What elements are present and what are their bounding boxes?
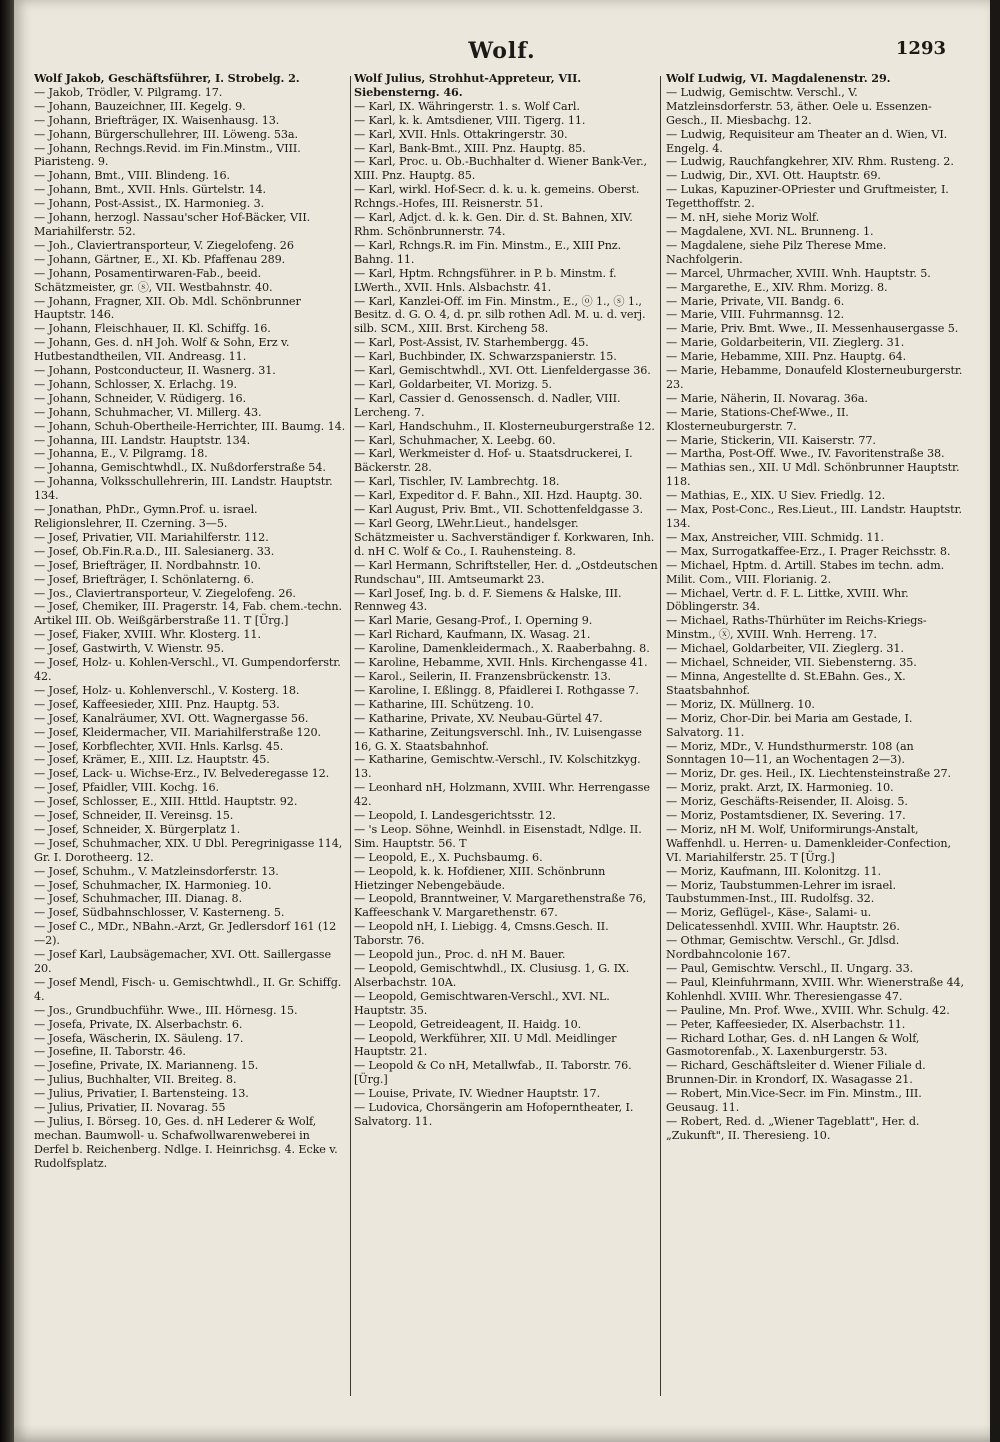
directory-entry: — Ludwig, Dir., XVI. Ott. Hauptstr. 69.: [666, 169, 881, 183]
directory-entry: — Joh., Claviertransporteur, V. Ziegelofeng. 26: [34, 238, 294, 252]
directory-entry: — Josef, Holz- u. Kohlenverschl., V. Kosterg. 18.: [34, 683, 300, 697]
directory-entry: — Julius, I. Börseg. 10, Ges. d. nH Lederer & Wolf, mechan. Baumwoll- u. Schafwollwarenweberei in Derfel b. Reichenberg. Ndlge. I. Heinrichsg. 4. Ecke v. Rudolfsplatz.: [34, 1114, 338, 1170]
directory-entry: — Karoline, Damenkleidermach., X. Raaberbahng. 8.: [354, 642, 650, 656]
column-2: [354, 72, 658, 1402]
directory-entry: — Martha, Post-Off. Wwe., IV. Favoritenstraße 38.: [666, 447, 945, 461]
directory-entry: — Josef, Korbflechter, XVII. Hnls. Karlsg. 45.: [34, 739, 284, 753]
directory-entry: — Leopold, I. Landesgerichtsstr. 12.: [354, 809, 556, 823]
directory-entry: — Karl Marie, Gesang-Prof., I. Operning 9.: [354, 614, 593, 628]
directory-entry: — Marie, Hebamme, Donaufeld Klosterneuburgerstr. 23.: [666, 364, 963, 391]
directory-entry: — Johanna, III. Landstr. Hauptstr. 134.: [34, 433, 251, 447]
directory-entry: — Marie, Näherin, II. Novarag. 36a.: [666, 391, 868, 405]
directory-entry: — Karl, IX. Währingerstr. 1. s. Wolf Carl.: [354, 99, 580, 113]
directory-entry: — Paul, Gemischtw. Verschl., II. Ungarg. 33.: [666, 962, 914, 975]
directory-entry: — M. nH, siehe Moriz Wolf.: [666, 211, 820, 225]
directory-entry: — Magdalene, siehe Pilz Therese Mme. Nachfolgerin.: [666, 238, 887, 266]
directory-entry: — Mathias sen., XII. U Mdl. Schönbrunner Hauptstr. 118.: [666, 461, 960, 489]
directory-entry: — Lukas, Kapuziner-OPriester und Gruftmeister, I. Tegetthoffstr. 2.: [666, 183, 949, 211]
directory-entry: — Josef, Kanalräumer, XVI. Ott. Wagnergasse 56.: [34, 711, 309, 725]
directory-entry: — Richard, Geschäftsleiter d. Wiener Filiale d. Brunnen-Dir. in Krondorf, IX. Wasagasse 21.: [666, 1059, 926, 1087]
directory-entry: — Josefa, Private, IX. Alserbachstr. 6.: [34, 1017, 243, 1031]
directory-entry: — Johann, Schneider, V. Rüdigerg. 16.: [34, 391, 247, 405]
directory-entry: — Moriz, nH M. Wolf, Uniformirungs-Anstalt, Waffenhdl. u. Herren- u. Damenkleider-Confection, VI. Mariahilferstr. 25. T [Ürg.]: [666, 822, 951, 864]
directory-entry: — Katharine, Private, XV. Neubau-Gürtel 47.: [354, 711, 603, 725]
directory-entry: — Jos., Claviertransporteur, V. Ziegelofeng. 26.: [34, 586, 296, 600]
directory-entry: — Johann, Bmt., XVII. Hnls. Gürtelstr. 14.: [34, 183, 266, 197]
directory-entry: — Karl, Cassier d. Genossensch. d. Nadler, VIII. Lercheng. 7.: [354, 391, 621, 419]
directory-entry: — Leopold, Gemischtwaren-Verschl., XVI. NL. Hauptstr. 35.: [354, 989, 610, 1017]
directory-entry: — Karl, Expeditor d. F. Bahn., XII. Hzd. Hauptg. 30.: [354, 489, 643, 503]
directory-entry: — Margarethe, E., XIV. Rhm. Morizg. 8.: [666, 280, 888, 294]
directory-entry: — Leopold, Getreideagent, II. Haidg. 10.: [354, 1017, 582, 1031]
directory-entry: — Othmar, Gemischtw. Verschl., Gr. Jdlsd. Nordbahncolonie 167.: [666, 934, 900, 962]
directory-entry: — Karl, Tischler, IV. Lambrechtg. 18.: [354, 475, 560, 489]
directory-entry: — Jonathan, PhDr., Gymn.Prof. u. israel. Religionslehrer, II. Czerning. 3—5.: [34, 503, 258, 530]
directory-entry: — Julius, Privatier, I. Bartensteing. 13.: [34, 1087, 249, 1101]
directory-entry: — Johann, Fragner, XII. Ob. Mdl. Schönbrunner Hauptstr. 146.: [34, 294, 301, 322]
directory-entry: — Josef, Holz- u. Kohlen-Verschl., VI. Gumpendorferstr. 42.: [34, 656, 341, 683]
directory-entry: — Karoline, I. Eßlingg. 8, Pfaidlerei I. Rothgasse 7.: [354, 683, 639, 697]
directory-entry: — Josefa, Wäscherin, IX. Säuleng. 17.: [34, 1031, 244, 1045]
directory-entry: — Josef, Chemiker, III. Pragerstr. 14, Fab. chem.-techn. Artikel III. Ob. Weißgärberstraße 11. T [Ürg.]: [34, 600, 342, 628]
directory-entry: — Jakob, Trödler, V. Pilgramg. 17.: [34, 85, 223, 99]
directory-entry: — Robert, Red. d. „Wiener Tageblatt", Her. d. „Zukunft", II. Theresieng. 10.: [666, 1114, 920, 1142]
directory-entry: — Karoline, Hebamme, XVII. Hnls. Kirchengasse 41.: [354, 656, 648, 670]
directory-entry: — Johanna, Volksschullehrerin, III. Landstr. Hauptstr. 134.: [34, 475, 333, 503]
directory-entry: — Max, Post-Conc., Res.Lieut., III. Landstr. Hauptstr. 134.: [666, 503, 962, 530]
directory-entry: — Josef, Schuhmacher, XIX. U Dbl. Peregrinigasse 114, Gr. I. Dorotheerg. 12.: [34, 836, 343, 864]
directory-entry: — Josef, Schneider, X. Bürgerplatz 1.: [34, 822, 241, 836]
directory-entry: — Marie, Private, VII. Bandg. 6.: [666, 294, 845, 308]
directory-entry: — Josef, Lack- u. Wichse-Erz., IV. Belvederegasse 12.: [34, 767, 330, 781]
directory-entry: — Michael, Schneider, VII. Siebensterng. 35.: [666, 656, 917, 670]
directory-entry: — Josefine, II. Taborstr. 46.: [34, 1045, 186, 1059]
directory-entry: — Moriz, IX. Müllnerg. 10.: [666, 697, 815, 711]
directory-entry: — Marie, Hebamme, XIII. Pnz. Hauptg. 64.: [666, 350, 907, 364]
directory-entry: — Moriz, Taubstummen-Lehrer im israel. Taubstummen-Inst., III. Rudolfsg. 32.: [666, 878, 896, 906]
directory-entry: — Johann, herzogl. Nassau'scher Hof-Bäcker, VII. Mariahilferstr. 52.: [34, 211, 311, 238]
directory-entry: — Marie, VIII. Fuhrmannsg. 12.: [666, 308, 844, 322]
directory-entry: — Josef, Schuhmacher, IX. Harmonieg. 10.: [34, 878, 272, 892]
directory-entry: — Karl, Proc. u. Ob.-Buchhalter d. Wiener Bank-Ver., XIII. Pnz. Hauptg. 85.: [354, 155, 648, 183]
directory-entry: — Mathias, E., XIX. U Siev. Friedlg. 12.: [666, 489, 886, 503]
directory-entry: — Johann, Rechngs.Revid. im Fin.Minstm., VIII. Piaristeng. 9.: [34, 141, 301, 169]
directory-entry: Wolf Ludwig, VI. Magdalenenstr. 29.: [666, 72, 891, 85]
directory-entry: — Karl, Buchbinder, IX. Schwarzspanierstr. 15.: [354, 350, 617, 364]
directory-entry: — Karl, Handschuhm., II. Klosterneuburgerstraße 12.: [354, 419, 655, 433]
directory-entry: — Josef Karl, Laubsägemacher, XVI. Ott. Saillergasse 20.: [34, 948, 331, 975]
directory-entry: — Josef, Schneider, II. Vereinsg. 15.: [34, 809, 234, 823]
directory-entry: — Josef, Krämer, E., XIII. Lz. Hauptstr. 45.: [34, 753, 270, 767]
directory-entry: — Katharine, Gemischtw.-Verschl., IV. Kolschitzkyg. 13.: [354, 753, 641, 781]
directory-entry: — Josef, Briefträger, I. Schönlaterng. 6.: [34, 572, 254, 586]
directory-entry: — Johanna, Gemischtwhdl., IX. Nußdorferstraße 54.: [34, 461, 326, 475]
directory-entry: — Leopold, Gemischtwhdl., IX. Clusiusg. 1, G. IX. Alserbachstr. 10A.: [354, 962, 630, 989]
directory-entry: — Karl Josef, Ing. b. d. F. Siemens & Halske, III. Rennweg 43.: [354, 586, 622, 614]
directory-entry: — Johanna, E., V. Pilgramg. 18.: [34, 447, 208, 461]
directory-entry: — Johann, Bürgerschullehrer, III. Löweng. 53a.: [34, 127, 298, 141]
directory-entry: — Josef, Pfaidler, VIII. Kochg. 16.: [34, 781, 219, 795]
directory-entry: — Magdalene, XVI. NL. Brunneng. 1.: [666, 224, 874, 238]
directory-entry: — Karl, Post-Assist, IV. Starhembergg. 45.: [354, 336, 589, 350]
directory-entry: — Jos., Grundbuchführ. Wwe., III. Hörnesg. 15.: [34, 1003, 298, 1017]
directory-entry: — Moriz, Kaufmann, III. Kolonitzg. 11.: [666, 864, 881, 878]
directory-entry: — Johann, Schlosser, X. Erlachg. 19.: [34, 377, 237, 391]
directory-entry: — Marie, Stickerin, VII. Kaiserstr. 77.: [666, 433, 876, 447]
directory-entry: — Johann, Posamentirwaren-Fab., beeid. Schätzmeister, gr. ⓢ, VII. Westbahnstr. 40.: [34, 266, 273, 294]
directory-entry: — Julius, Privatier, II. Novarag. 55: [34, 1101, 226, 1115]
directory-entry: — Johann, Bmt., VIII. Blindeng. 16.: [34, 169, 230, 183]
directory-entry: — Max, Surrogatkaffee-Erz., I. Prager Reichsstr. 8.: [666, 544, 951, 558]
directory-entry: Wolf Julius, Strohhut-Appreteur, VII. Siebensterng. 46.: [354, 72, 582, 99]
directory-entry: — Karl, Rchngs.R. im Fin. Minstm., E., XIII Pnz. Bahng. 11.: [354, 238, 622, 266]
directory-entry: — Karl, k. k. Amtsdiener, VIII. Tigerg. 11.: [354, 113, 586, 127]
directory-entry: — Moriz, prakt. Arzt, IX. Harmonieg. 10.: [666, 781, 894, 795]
directory-entry: — Josefine, Private, IX. Marianneng. 15.: [34, 1059, 259, 1073]
directory-entry: — Karl, Adjct. d. k. k. Gen. Dir. d. St. Bahnen, XIV. Rhm. Schönbrunnerstr. 74.: [354, 211, 633, 238]
directory-entry: — Josef, Ob.Fin.R.a.D., III. Salesianerg. 33.: [34, 544, 275, 558]
directory-entry: — Karl, XVII. Hnls. Ottakringerstr. 30.: [354, 127, 568, 141]
directory-entry: — Robert, Min.Vice-Secr. im Fin. Minstm., III. Geusaug. 11.: [666, 1087, 922, 1115]
directory-entry: — Karl, Werkmeister d. Hof- u. Staatsdruckerei, I. Bäckerstr. 28.: [354, 447, 633, 475]
directory-entry: — Julius, Buchhalter, VII. Breiteg. 8.: [34, 1073, 237, 1087]
directory-entry: — Johann, Ges. d. nH Joh. Wolf & Sohn, Erz v. Hutbestandtheilen, VII. Andreasg. 11.: [34, 336, 290, 364]
directory-entry: — Leopold & Co nH, Metallwfab., II. Taborstr. 76. [Ürg.]: [354, 1059, 632, 1087]
directory-entry: — Josef, Südbahnschlosser, V. Kasterneng. 5.: [34, 906, 285, 920]
directory-entry: — Josef, Gastwirth, V. Wienstr. 95.: [34, 642, 225, 656]
page-number: 1293: [895, 38, 946, 59]
directory-entry: — Michael, Goldarbeiter, VII. Zieglerg. 31.: [666, 642, 904, 656]
directory-entry: — Michael, Vertr. d. F. L. Littke, XVIII. Whr. Döblingerstr. 34.: [666, 586, 909, 614]
directory-entry: — Karl Richard, Kaufmann, IX. Wasag. 21.: [354, 628, 591, 642]
directory-entry: — Josef C., MDr., NBahn.-Arzt, Gr. Jedlersdorf 161 (12—2).: [34, 920, 337, 948]
directory-entry: — Marcel, Uhrmacher, XVIII. Wnh. Hauptstr. 5.: [666, 266, 931, 280]
directory-entry: — Johann, Schuhmacher, VI. Millerg. 43.: [34, 405, 262, 419]
directory-entry: — Josef, Schlosser, E., XIII. Httld. Hauptstr. 92.: [34, 795, 298, 809]
directory-entry: — Ludovica, Chorsängerin am Hofoperntheater, I. Salvatorg. 11.: [354, 1101, 634, 1128]
directory-entry: — Leopold jun., Proc. d. nH M. Bauer.: [354, 948, 566, 962]
directory-entry: — Karl, Hptm. Rchngsführer. in P. b. Minstm. f. LWerth., XVII. Hnls. Alsbachstr. 41.: [354, 266, 617, 294]
directory-entry: — Moriz, Geflügel-, Käse-, Salami- u. Delicatessenhdl. XVIII. Whr. Hauptstr. 26.: [666, 906, 900, 934]
column-1: [34, 72, 346, 1402]
directory-entry: — Karl August, Priv. Bmt., VII. Schottenfeldgasse 3.: [354, 503, 643, 517]
directory-entry: — Moriz, MDr., V. Hundsthurmerstr. 108 (an Sonntagen 10—11, an Wochentagen 2—3).: [666, 739, 914, 767]
page-title: Wolf.: [468, 38, 536, 64]
directory-entry: — Josef, Kaffeesieder, XIII. Pnz. Hauptg. 53.: [34, 697, 280, 711]
directory-entry: — Josef, Schuhmacher, III. Dianag. 8.: [34, 892, 243, 906]
scan-edge: [0, 0, 14, 1442]
directory-entry: — Karol., Seilerin, II. Franzensbrückenstr. 13.: [354, 669, 611, 683]
directory-entry: — Johann, Fleischhauer, II. Kl. Schiffg. 16.: [34, 322, 271, 336]
directory-entry: — Leopold, k. k. Hofdiener, XIII. Schönbrunn Hietzinger Nebengebäude.: [354, 864, 606, 892]
directory-entry: — Minna, Angestellte d. St.EBahn. Ges., X. Staatsbahnhof.: [666, 669, 906, 697]
directory-entry: — Leopold, Branntweiner, V. Margarethenstraße 76, Kaffeeschank V. Margarethenstr. 67.: [354, 892, 647, 920]
directory-entry: — Leonhard nH, Holzmann, XVIII. Whr. Herrengasse 42.: [354, 781, 650, 809]
directory-entry: — Marie, Priv. Bmt. Wwe., II. Messenhausergasse 5.: [666, 322, 959, 336]
directory-entry: — Pauline, Mn. Prof. Wwe., XVIII. Whr. Schulg. 42.: [666, 1003, 950, 1017]
directory-entry: — Johann, Briefträger, IX. Waisenhausg. 13.: [34, 113, 280, 127]
directory-entry: — Paul, Kleinfuhrmann, XVIII. Whr. Wienerstraße 44, Kohlenhdl. XVIII. Whr. Theresiengasse 47.: [666, 975, 964, 1003]
directory-page: [14, 0, 990, 1442]
directory-entry: — Marie, Goldarbeiterin, VII. Zieglerg. 31.: [666, 336, 905, 350]
directory-entry: — Karl, Kanzlei-Off. im Fin. Minstm., E., ⓞ 1., ⓢ 1., Besitz. d. G. O. 4, d. pr. silb rothen Adl. M. u. d. verj. silb. SCM., XIII. Brst. Kircheng 58.: [354, 294, 646, 336]
directory-entry: — Katharine, III. Schützeng. 10.: [354, 697, 534, 711]
directory-entry: — Johann, Postconducteur, II. Wasnerg. 31.: [34, 364, 276, 378]
directory-entry: — Peter, Kaffeesieder, IX. Alserbachstr. 11.: [666, 1017, 906, 1031]
directory-entry: — Moriz, Dr. ges. Heil., IX. Liechtensteinstraße 27.: [666, 767, 951, 781]
directory-entry: — Josef, Kleidermacher, VII. Mariahilferstraße 120.: [34, 725, 321, 739]
directory-entry: — Karl, Goldarbeiter, VI. Morizg. 5.: [354, 377, 552, 391]
directory-entry: — Johann, Bauzeichner, III. Kegelg. 9.: [34, 99, 246, 113]
directory-entry: — Leopold, Werkführer, XII. U Mdl. Meidlinger Hauptstr. 21.: [354, 1031, 617, 1059]
directory-entry: — Karl, wirkl. Hof-Secr. d. k. u. k. gemeins. Oberst. Rchngs.-Hofes, III. Reisnerstr. 51.: [354, 183, 640, 211]
directory-entry: — 's Leop. Söhne, Weinhdl. in Eisenstadt, Ndlge. II. Sim. Hauptstr. 56. T: [354, 822, 642, 850]
columns: [34, 72, 964, 1402]
directory-entry: — Michael, Hptm. d. Artill. Stabes im techn. adm. Milit. Com., VIII. Florianig. 2.: [666, 558, 945, 586]
directory-entry: — Karl, Gemischtwhdl., XVI. Ott. Lienfeldergasse 36.: [354, 364, 651, 378]
directory-entry: — Josef Mendl, Fisch- u. Gemischtwhdl., II. Gr. Schiffg. 4.: [34, 975, 342, 1003]
directory-entry: — Johann, Schuh-Obertheile-Herrichter, III. Baumg. 14.: [34, 419, 346, 433]
directory-entry: — Karl, Schuhmacher, X. Leebg. 60.: [354, 433, 556, 447]
column-3: [666, 72, 964, 1402]
directory-entry: — Josef, Privatier, VII. Mariahilferstr. 112.: [34, 530, 269, 544]
directory-entry: — Katharine, Zeitungsverschl. Inh., IV. Luisengasse 16, G. X. Staatsbahnhof.: [354, 725, 642, 753]
directory-entry: — Josef, Fiaker, XVIII. Whr. Klosterg. 11.: [34, 628, 261, 642]
directory-entry: — Johann, Gärtner, E., XI. Kb. Pfaffenau 289.: [34, 252, 286, 266]
directory-entry: — Moriz, Chor-Dir. bei Maria am Gestade, I. Salvatorg. 11.: [666, 711, 913, 739]
directory-entry: — Johann, Post-Assist., IX. Harmonieg. 3.: [34, 197, 265, 211]
directory-entry: — Karl Georg, LWehr.Lieut., handelsger. Schätzmeister u. Sachverständiger f. Korkwaren, Inh. d. nH C. Wolf & Co., I. Rauhensteing. 8.: [354, 517, 655, 558]
page-header: [14, 38, 990, 68]
directory-entry: — Karl, Bank-Bmt., XIII. Pnz. Hauptg. 85.: [354, 141, 586, 155]
directory-entry: — Moriz, Geschäfts-Reisender, II. Aloisg. 5.: [666, 795, 908, 809]
directory-entry: Wolf Jakob, Geschäftsführer, I. Strobelg. 2.: [34, 72, 300, 85]
directory-entry: — Ludwig, Requisiteur am Theater an d. Wien, VI. Engelg. 4.: [666, 127, 948, 155]
directory-entry: — Ludwig, Rauchfangkehrer, XIV. Rhm. Rusteng. 2.: [666, 155, 954, 169]
directory-entry: — Max, Anstreicher, VIII. Schmidg. 11.: [666, 530, 884, 544]
directory-entry: — Marie, Stations-Chef-Wwe., II. Klosterneuburgerstr. 7.: [666, 405, 849, 433]
directory-entry: — Louise, Private, IV. Wiedner Hauptstr. 17.: [354, 1087, 601, 1101]
directory-entry: — Leopold nH, I. Liebigg. 4, Cmsns.Gesch. II. Taborstr. 76.: [354, 920, 609, 948]
page-shadow: [14, 1424, 990, 1442]
directory-entry: — Karl Hermann, Schriftsteller, Her. d. „Ostdeutschen Rundschau", III. Amtseumarkt 23.: [354, 558, 658, 586]
directory-entry: — Michael, Raths-Thürhüter im Reichs-Kriegs-Minstm., ⓧ, XVIII. Wnh. Herreng. 17.: [666, 614, 927, 642]
directory-entry: — Moriz, Postamtsdiener, IX. Severing. 17.: [666, 809, 906, 823]
directory-entry: — Ludwig, Gemischtw. Verschl., V. Matzleinsdorferstr. 53, äther. Oele u. Essenzen-Gesch., II. Miesbachg. 12.: [666, 85, 932, 127]
directory-entry: — Josef, Briefträger, II. Nordbahnstr. 10.: [34, 558, 261, 572]
directory-entry: — Richard Lothar, Ges. d. nH Langen & Wolf, Gasmotorenfab., X. Laxenburgerstr. 53.: [666, 1031, 920, 1059]
directory-entry: — Josef, Schuhm., V. Matzleinsdorferstr. 13.: [34, 864, 279, 878]
directory-entry: — Leopold, E., X. Puchsbaumg. 6.: [354, 850, 543, 864]
